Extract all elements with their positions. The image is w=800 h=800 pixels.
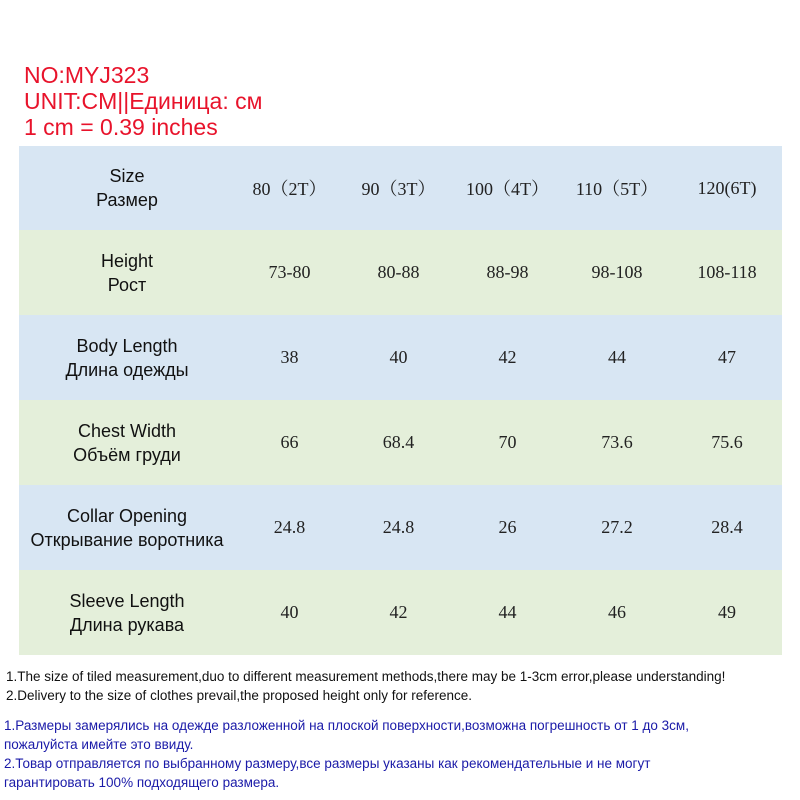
row-label-ru: Длина рукава [69,614,185,635]
table-cell: 38 [235,315,344,400]
table-cell: 80（2T） [235,146,344,230]
table-cell: 46 [562,570,672,655]
table-cell: 44 [562,315,672,400]
table-cell: 26 [453,485,562,570]
table-cell: 70 [453,400,562,485]
table-cell: 42 [344,570,453,655]
row-label [19,315,235,400]
table-cell: 40 [344,315,453,400]
table-cell: 98-108 [562,230,672,315]
row-label-ru: Рост [107,274,147,295]
table-cell: 100（4T） [453,146,562,230]
table-cell: 88-98 [453,230,562,315]
row-label-ru: Объём груди [73,444,181,465]
table-cell: 68.4 [344,400,453,485]
size-table [19,146,782,655]
table-cell: 24.8 [235,485,344,570]
table-cell: 28.4 [672,485,782,570]
table-cell: 42 [453,315,562,400]
table-row-sleeve-length [19,570,782,655]
unit-label: UNIT:CM||Единица: см [24,88,263,114]
row-label-ru: Открывание воротника [30,529,224,550]
table-cell: 80-88 [344,230,453,315]
table-cell: 90（3T） [344,146,453,230]
table-cell: 44 [453,570,562,655]
table-row-size [19,146,782,230]
table-cell: 27.2 [562,485,672,570]
table-cell: 49 [672,570,782,655]
row-label-en: Collar Opening [66,505,188,526]
table-cell: 40 [235,570,344,655]
row-label [19,400,235,485]
table-row-chest-width [19,400,782,485]
table-cell: 73.6 [562,400,672,485]
note-line: 2.Товар отправляется по выбранному размеру,все размеры указаны как рекомендательные и не могут [4,756,651,771]
table-cell: 108-118 [672,230,782,315]
table-cell: 47 [672,315,782,400]
table-cell: 66 [235,400,344,485]
row-label [19,570,235,655]
row-label [19,146,235,230]
note-line: 1.Размеры замерялись на одежде разложенной на плоской поверхности,возможна погрешность от 1 до 3см, [4,718,689,733]
table-cell: 73-80 [235,230,344,315]
table-cell: 75.6 [672,400,782,485]
row-label [19,230,235,315]
table-row-body-length [19,315,782,400]
table-row-height [19,230,782,315]
header-block [24,62,262,140]
row-label [19,485,235,570]
note-line: пожалуйста имейте это ввиду. [4,737,194,752]
note-line: 1.The size of tiled measurement,duo to different measurement methods,there may be 1-3cm error,please understanding! [6,669,726,684]
row-label-ru: Размер [96,190,158,210]
row-label-en: Sleeve Length [69,590,185,611]
note-line: гарантировать 100% подходящего размера. [4,775,280,790]
table-cell: 24.8 [344,485,453,570]
row-label-en: Height [100,250,154,271]
row-label-en: Size [109,166,145,186]
conversion-label: 1 cm = 0.39 inches [24,114,218,140]
table-cell: 120(6T) [672,146,782,230]
notes-russian [4,716,798,792]
model-number: NO:MYJ323 [24,62,150,88]
table-row-collar-opening [19,485,782,570]
table-cell: 110（5T） [562,146,672,230]
row-label-en: Chest Width [77,420,177,441]
row-label-ru: Длина одежды [65,359,189,380]
row-label-en: Body Length [76,335,178,356]
notes-english [6,667,798,705]
note-line: 2.Delivery to the size of clothes prevail,the proposed height only for reference. [6,688,473,703]
